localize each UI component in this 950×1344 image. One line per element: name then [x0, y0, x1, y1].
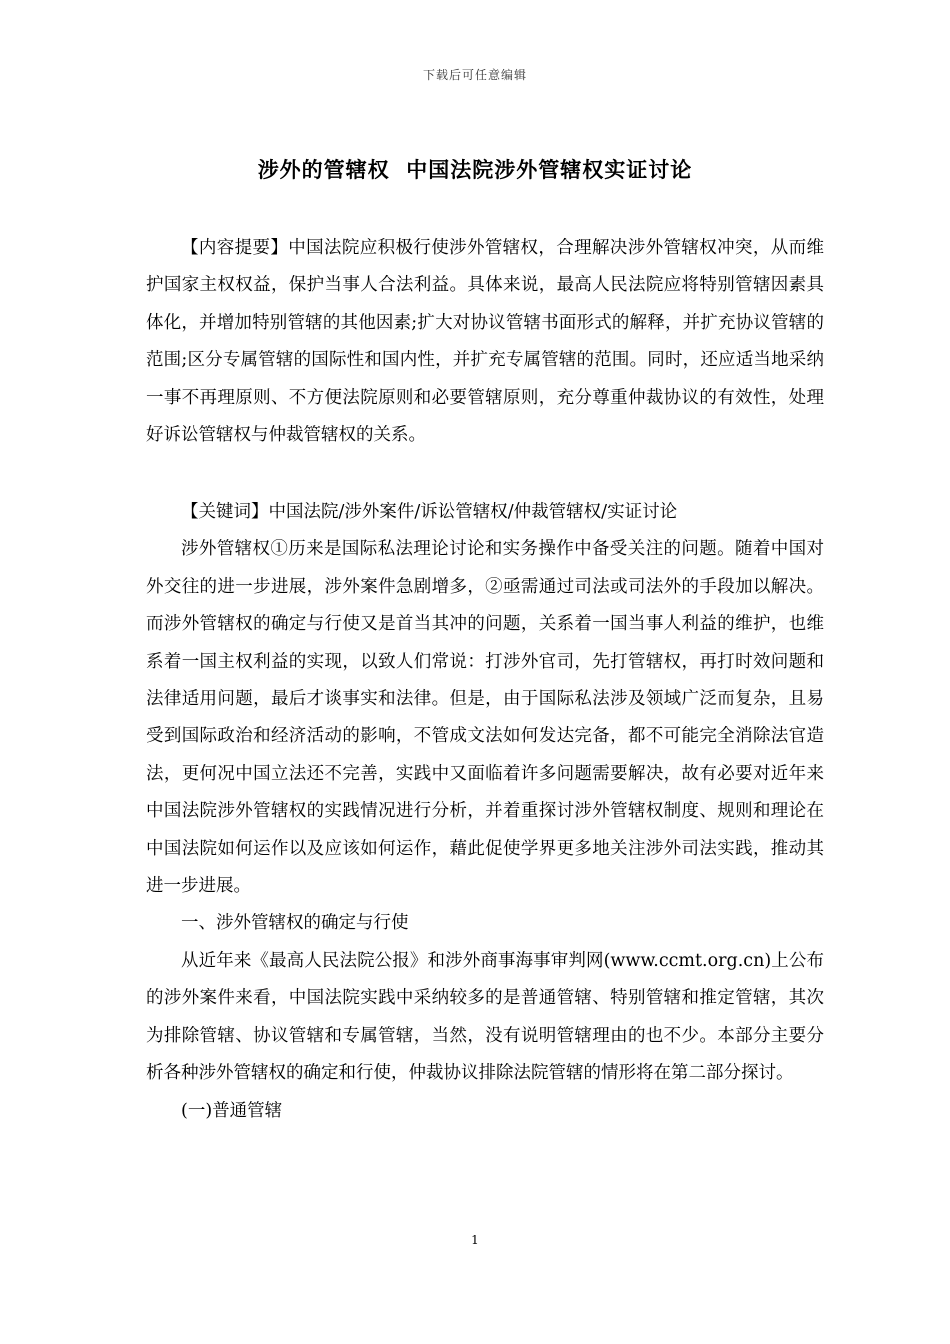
page-number: 1 — [471, 1233, 479, 1247]
body-paragraph: 涉外管辖权①历来是国际私法理论讨论和实务操作中备受关注的问题。随着中国对外交往的进一步进展，涉外案件急剧增多，②亟需通过司法或司法外的手段加以解决。而涉外管辖权的确定与行使又是首当其冲的问题，关系着一国当事人利益的维护，也维系着一国主权利益的实现，以致人们常说：打涉外官司，先打管辖权，再打时效问题和法律适用问题，最后才谈事实和法律。但是，由于国际私法涉及领域广泛而复杂，且易受到国际政治和经济活动的影响，不管成文法如何发达完备，都不可能完全消除法官造法，更何况中国立法还不完善，实践中又面临着许多问题需要解决，故有必要对近年来中国法院涉外管辖权的实践情况进行分析，并着重探讨涉外管辖权制度、规则和理论在中国法院如何运作以及应该如何运作，藉此促使学界更多地关注涉外司法实践，推动其进一步进展。 — [146, 539, 824, 897]
abstract-section — [146, 230, 824, 454]
main-body — [146, 494, 824, 1130]
header-note: 下载后可任意编辑 — [422, 68, 527, 82]
section-heading: 一、涉外管辖权的确定与行使 — [181, 913, 409, 934]
subsection-heading: (一)普通管辖 — [181, 1100, 283, 1121]
body-paragraph: 从近年来《最高人民法院公报》和涉外商事海事审判网(www.ccmt.org.cn)上公布的涉外案件来看，中国法院实践中采纳较多的是普通管辖、特别管辖和推定管辖，其次为排除管辖、协议管辖和专属管辖，当然，没有说明管辖理由的也不少。本部分主要分析各种涉外管辖权的确定和行使，仲裁协议排除法院管辖的情形将在第二部分探讨。 — [146, 950, 824, 1084]
document-title: 涉外的管辖权 中国法院涉外管辖权实证讨论 — [257, 157, 693, 182]
keywords-line: 【关键词】中国法院/涉外案件/诉讼管辖权/仲裁管辖权/实证讨论 — [181, 502, 678, 522]
abstract-paragraph: 【内容提要】中国法院应积极行使涉外管辖权，合理解决涉外管辖权冲突，从而维护国家主权权益，保护当事人合法利益。具体来说，最高人民法院应将特别管辖因素具体化，并增加特别管辖的其他因素;扩大对协议管辖书面形式的解释，并扩充协议管辖的范围;区分专属管辖的国际性和国内性，并扩充专属管辖的范围。同时，还应适当地采纳一事不再理原则、不方便法院原则和必要管辖原则，充分尊重仲裁协议的有效性，处理好诉讼管辖权与仲裁管辖权的关系。 — [146, 238, 824, 446]
